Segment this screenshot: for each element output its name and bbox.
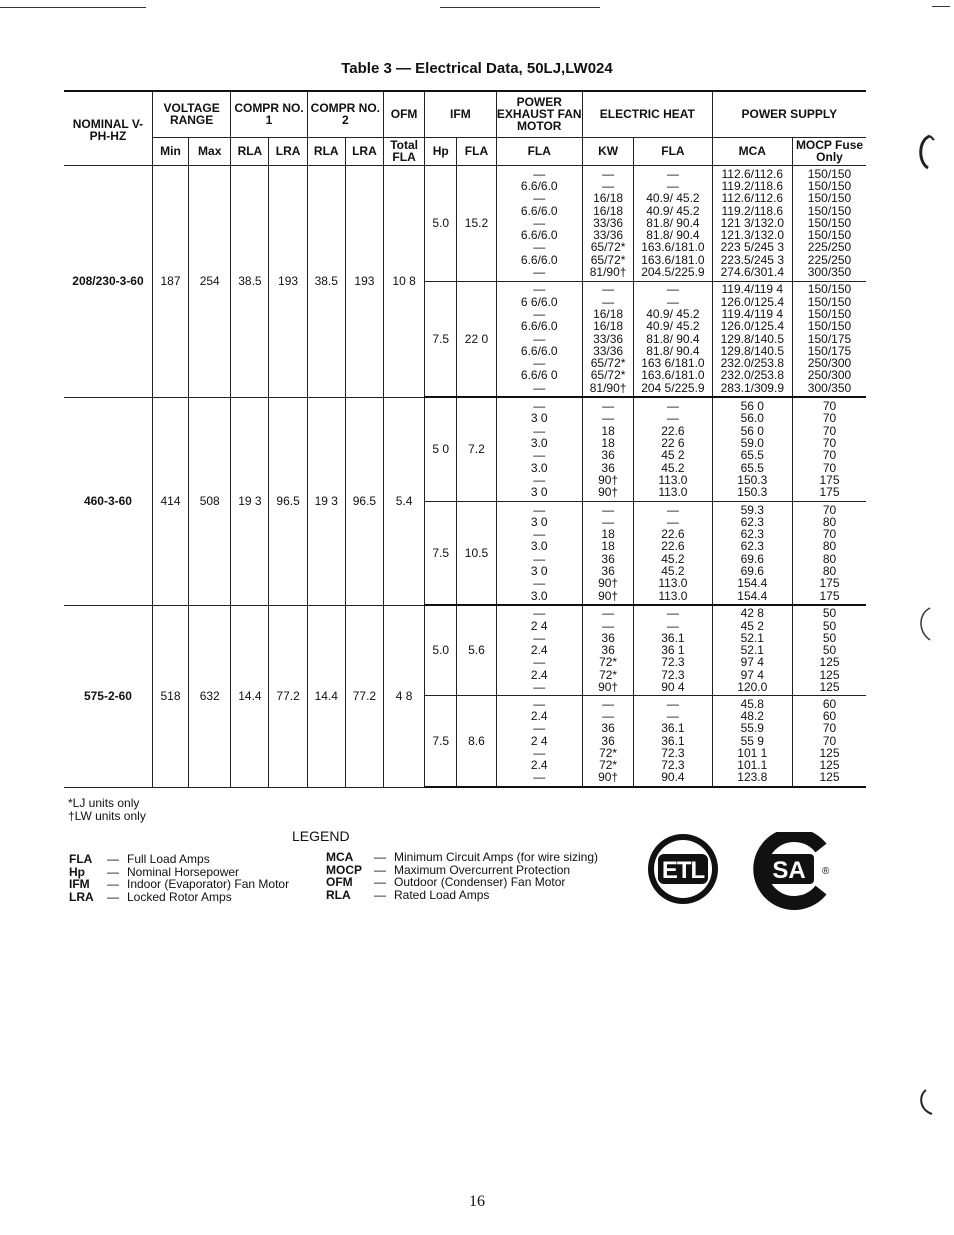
legend-right: MCA — Minimum Circuit Amps (for wire sizing) MOCP — Maximum Overcurrent Protection OFM — Outdoor (Condenser) Fan Motor RLA — Rated Load Amps: [326, 850, 599, 902]
header-power-exhaust: POWER EXHAUST FAN MOTOR: [496, 91, 582, 137]
mca-list: 59.3 62.3 62.3 62.3 69.6 69.6 154.4 154.4: [737, 502, 768, 603]
legend-title: LEGEND: [292, 828, 350, 844]
header-min: Min: [152, 137, 188, 165]
compr2-lra: 96.5: [345, 397, 383, 605]
voltage-min: 414: [152, 397, 188, 605]
ifm-hp: 5.0: [425, 165, 457, 281]
header-compr-1: COMPR NO. 1: [231, 91, 307, 137]
table-title: Table 3 — Electrical Data, 50LJ,LW024: [341, 60, 613, 77]
compr1-lra: 77.2: [269, 605, 307, 787]
mocp-list: 150/150 150/150 150/150 150/150 150/175 150/175 250/300 250/300 300/350: [807, 282, 852, 395]
header-c2-rla: RLA: [307, 137, 345, 165]
legend-text: Indoor (Evaporator) Fan Motor: [127, 877, 290, 891]
compr1-lra: 96.5: [269, 397, 307, 605]
csa-logo-text: SA: [772, 857, 806, 884]
voltage-min: 187: [152, 165, 188, 397]
etl-logo: [648, 834, 718, 904]
legend-text: Full Load Amps: [127, 852, 210, 866]
compr2-rla: 38.5: [307, 165, 345, 397]
top-rule-center: [440, 7, 600, 8]
kw-list: — — 36 36 72* 72* 90†: [598, 606, 619, 694]
ofm-total-fla: 4 8: [384, 605, 425, 787]
mocp-list: 60 60 70 70 125 125 125: [819, 696, 840, 785]
legend-text: Nominal Horsepower: [127, 864, 240, 879]
voltage-min: 518: [152, 605, 188, 787]
mca-list: 42 8 45 2 52.1 52.1 97 4 97 4 120.0: [737, 606, 768, 694]
legend-left: FLA — Full Load Amps Hp — Nominal Horsepower IFM — Indoor (Evaporator) Fan Motor LRA — Locked Rotor Amps: [69, 852, 290, 904]
header-max: Max: [189, 137, 231, 165]
compr2-rla: 14.4: [307, 605, 345, 787]
mca-list: 56 0 56.0 56 0 59.0 65.5 65.5 150.3 150.3: [737, 399, 768, 500]
registered-mark: ®: [822, 866, 830, 877]
ifm-hp: 7.5: [425, 501, 457, 605]
legend-text: Rated Load Amps: [394, 887, 490, 902]
eh-fla-list: — — 40.9/ 45.2 40.9/ 45.2 81.8/ 90.4 81.8/ 90.4 163.6/181.0 163.6/181.0 204.5/225.9: [641, 166, 705, 280]
compr2-rla: 19 3: [307, 397, 345, 605]
pe-fla-list: — 3 0 — 3.0 — 3 0 — 3.0: [530, 502, 548, 603]
header-compr-2: COMPR NO. 2: [307, 91, 383, 137]
legend-text: Outdoor (Condenser) Fan Motor: [394, 875, 566, 889]
header-mca: MCA: [712, 137, 792, 165]
compr1-rla: 14.4: [231, 605, 269, 787]
nominal-voltage: 575-2-60: [64, 605, 152, 787]
margin-mark-middle: [912, 604, 938, 644]
ifm-fla: 10.5: [457, 501, 496, 605]
header-ifm: IFM: [425, 91, 496, 137]
voltage-max: 632: [189, 605, 231, 787]
compr1-lra: 193: [269, 165, 307, 397]
nominal-voltage: 208/230-3-60: [64, 165, 152, 397]
compr1-rla: 38.5: [231, 165, 269, 397]
voltage-max: 254: [189, 165, 231, 397]
mocp-list: 70 80 70 80 80 80 175 175: [819, 502, 840, 603]
ifm-fla: 8.6: [457, 695, 496, 787]
legend-abbr: MCA: [326, 850, 354, 864]
mocp-list: 50 50 50 50 125 125 125: [819, 606, 840, 694]
header-c1-lra: LRA: [269, 137, 307, 165]
legend-abbr: OFM: [326, 875, 353, 889]
header-kw: KW: [582, 137, 633, 165]
kw-list: — — 16/18 16/18 33/36 33/36 65/72* 65/72* 81/90†: [589, 166, 627, 280]
header-voltage-range: VOLTAGE RANGE: [152, 91, 230, 137]
compr1-rla: 19 3: [231, 397, 269, 605]
csa-logo: [760, 835, 830, 903]
kw-list: — — 16/18 16/18 33/36 33/36 65/72* 65/72* 81/90†: [589, 282, 627, 395]
ifm-fla: 5.6: [457, 605, 496, 695]
legend-abbr: RLA: [326, 887, 351, 902]
ifm-hp: 5.0: [425, 605, 457, 695]
pe-fla-list: — 6 6/6.0 — 6.6/6.0 — 6.6/6.0 — 6.6/6 0 —: [520, 282, 558, 395]
kw-list: — — 36 36 72* 72* 90†: [598, 696, 619, 785]
legend-abbr: LRA: [69, 889, 94, 904]
margin-mark-top: [912, 132, 938, 172]
ifm-hp: 7.5: [425, 281, 457, 397]
kw-list: — — 18 18 36 36 90† 90†: [598, 502, 619, 603]
header-mocp: MOCP Fuse Only: [793, 137, 867, 165]
header-power-supply: POWER SUPPLY: [712, 91, 866, 137]
pe-fla-list: — 6.6/6.0 — 6.6/6.0 — 6.6/6.0 — 6.6/6.0 —: [520, 166, 558, 280]
top-rule-right: [932, 6, 950, 7]
ifm-hp: 5 0: [425, 397, 457, 501]
eh-fla-list: — — 40.9/ 45.2 40.9/ 45.2 81.8/ 90.4 81.8/ 90.4 163 6/181.0 163.6/181.0 204 5/225.9: [641, 282, 705, 395]
ofm-total-fla: 10 8: [384, 165, 425, 397]
header-ofm: OFM: [384, 91, 425, 137]
ifm-fla: 15.2: [457, 165, 496, 281]
legend-text: Minimum Circuit Amps (for wire sizing): [394, 850, 599, 864]
margin-mark-bottom: [912, 1084, 938, 1120]
compr2-lra: 193: [345, 165, 383, 397]
ifm-fla: 7.2: [457, 397, 496, 501]
mocp-list: 150/150 150/150 150/150 150/150 150/150 150/150 225/250 225/250 300/350: [807, 166, 852, 280]
eh-fla-list: — — 22.6 22.6 45.2 45.2 113.0 113.0: [658, 502, 688, 603]
legend-text: Locked Rotor Amps: [127, 889, 232, 904]
eh-fla-list: — — 36.1 36.1 72.3 72.3 90.4: [661, 696, 685, 785]
nominal-voltage: 460-3-60: [64, 397, 152, 605]
legend-text: Maximum Overcurrent Protection: [394, 862, 571, 877]
mca-list: 119.4/119 4 126.0/125.4 119.4/119 4 126.0/125.4 129.8/140.5 129.8/140.5 232.0/253.8 232.0/253.8 283.1/309.9: [720, 282, 784, 395]
ifm-hp: 7.5: [425, 695, 457, 787]
header-nominal: NOMINAL V-PH-HZ: [64, 91, 152, 165]
eh-fla-list: — — 36.1 36 1 72.3 72.3 90 4: [661, 606, 685, 694]
legend-abbr: Hp: [69, 864, 85, 879]
header-pe-fla: FLA: [496, 137, 582, 165]
top-rule-left: [0, 7, 146, 8]
pe-fla-list: — 2 4 — 2.4 — 2.4 —: [530, 606, 548, 694]
voltage-max: 508: [189, 397, 231, 605]
pe-fla-list: — 2.4 — 2 4 — 2.4 —: [530, 696, 548, 785]
legend-abbr: IFM: [69, 877, 90, 891]
pe-fla-list: — 3 0 — 3.0 — 3.0 — 3 0: [530, 399, 548, 500]
etl-logo-text: ETL: [661, 857, 705, 884]
header-electric-heat: ELECTRIC HEAT: [582, 91, 712, 137]
header-c2-lra: LRA: [345, 137, 383, 165]
header-ifm-fla: FLA: [457, 137, 496, 165]
header-eh-fla: FLA: [634, 137, 712, 165]
footnote-lj: *LJ units only: [68, 796, 140, 810]
legend-abbr: FLA: [69, 852, 93, 866]
header-total-fla: Total FLA: [384, 137, 425, 165]
ifm-fla: 22 0: [457, 281, 496, 397]
page-number: 16: [469, 1193, 485, 1210]
eh-fla-list: — — 22.6 22 6 45 2 45.2 113.0 113.0: [658, 399, 688, 500]
header-c1-rla: RLA: [231, 137, 269, 165]
footnotes: [68, 797, 146, 823]
mocp-list: 70 70 70 70 70 70 175 175: [819, 399, 840, 500]
kw-list: — — 18 18 36 36 90† 90†: [598, 399, 619, 500]
mca-list: 112.6/112.6 119.2/118.6 112.6/112.6 119.2/118.6 121 3/132.0 121.3/132.0 223 5/245 3 223.5/245 3 274.6/301.4: [720, 166, 784, 280]
mca-list: 45.8 48.2 55.9 55 9 101 1 101.1 123.8: [737, 696, 768, 785]
compr2-lra: 77.2: [345, 605, 383, 787]
electrical-data-table: [64, 90, 866, 788]
certification-logos: [646, 832, 836, 912]
ofm-total-fla: 5.4: [384, 397, 425, 605]
footnote-lw: †LW units only: [68, 809, 146, 823]
header-hp: Hp: [425, 137, 457, 165]
legend-abbr: MOCP: [326, 862, 362, 877]
